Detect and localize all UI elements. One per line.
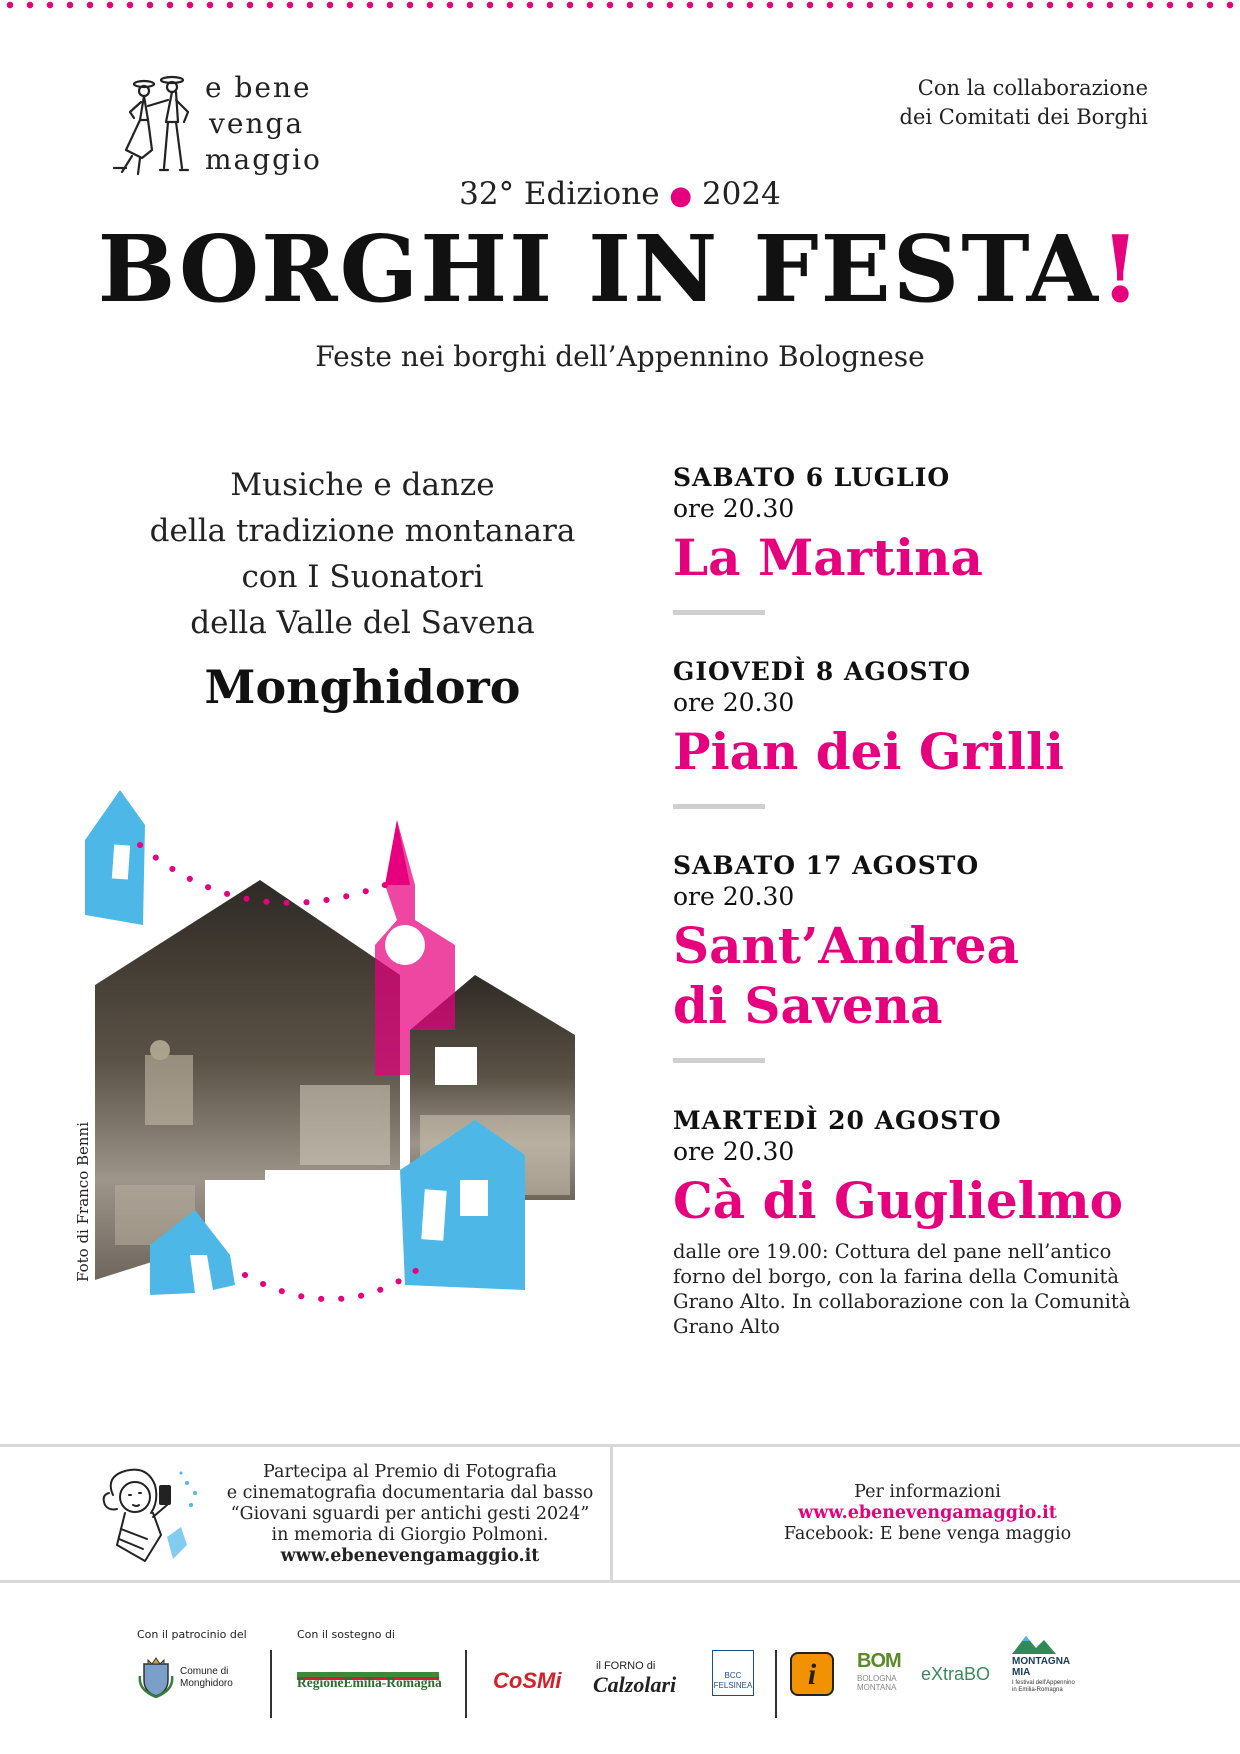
photo-credit: Foto di Franco Benni xyxy=(74,1121,92,1282)
edition-label: 32° Edizione xyxy=(459,176,660,212)
photo-cutout xyxy=(205,1180,265,1240)
contest-website-link[interactable]: www.ebenevengamaggio.it xyxy=(280,1546,540,1566)
bcc-line-1: BCC xyxy=(724,1671,742,1680)
event-separator xyxy=(673,1058,765,1063)
intro-line-4: della Valle del Savena xyxy=(190,605,535,641)
intro-line-1: Musiche e danze xyxy=(230,467,495,503)
event-location: La Martina xyxy=(673,528,983,587)
collaboration-line-1: Con la collaborazione xyxy=(917,76,1148,100)
contest-line-3: “Giovani sguardi per antichi gesti 2024” xyxy=(230,1504,590,1524)
event-time: ore 20.30 xyxy=(673,494,795,523)
logo-line-3: maggio xyxy=(205,143,322,176)
event-separator xyxy=(673,804,765,809)
extrabo-logo: eXtraBO xyxy=(921,1664,991,1684)
contest-line-4: in memoria di Giorgio Polmoni. xyxy=(271,1525,549,1545)
event-note-line-2: forno del borgo, con la farina della Comunità xyxy=(673,1265,1119,1288)
event-date: SABATO 17 AGOSTO xyxy=(673,851,980,880)
info-point-logo-icon: i xyxy=(790,1652,834,1696)
logo-wordmark xyxy=(205,70,322,178)
intro-place: Monghidoro xyxy=(204,660,521,714)
event-date: MARTEDÌ 20 AGOSTO xyxy=(673,1106,1002,1135)
logo-line-2: venga xyxy=(209,107,305,140)
event-time: ore 20.30 xyxy=(673,688,795,717)
sponsor-divider-3 xyxy=(775,1650,777,1718)
main-title-exclamation: ! xyxy=(1100,215,1143,323)
logo-line-1: e bene xyxy=(205,71,312,104)
dancers-logo-icon xyxy=(108,72,208,182)
event-date: SABATO 6 LUGLIO xyxy=(673,463,951,492)
cosmi-logo: CoSMi xyxy=(493,1668,562,1693)
house-top-left-window xyxy=(112,844,130,879)
event-location: Pian dei Grilli xyxy=(673,722,1064,781)
event-2 xyxy=(673,656,1183,809)
regione-emilia-romagna-logo: RegioneEmilia-Romagna xyxy=(297,1675,442,1690)
photographer-girl-icon xyxy=(95,1465,210,1570)
forno-calzolari-tagline: il FORNO di xyxy=(596,1660,656,1672)
photo-crowd xyxy=(300,1085,390,1165)
footer-top-divider xyxy=(0,1444,1240,1447)
event-location xyxy=(673,916,1183,1036)
subtitle: Feste nei borghi dell’Appennino Bolognese xyxy=(315,340,925,373)
bcc-felsinea-logo xyxy=(712,1650,754,1696)
phone-icon xyxy=(159,1485,171,1505)
church-spire xyxy=(385,820,410,885)
event-location: Cà di Guglielmo xyxy=(673,1171,1124,1230)
montagna-mia-logo xyxy=(1012,1656,1070,1678)
event-note xyxy=(673,1239,1183,1339)
top-dotted-border xyxy=(0,0,1240,10)
intro-description xyxy=(110,462,615,646)
event-time: ore 20.30 xyxy=(673,882,795,911)
comune-line-2: Monghidoro xyxy=(180,1678,233,1689)
edition-year: 2024 xyxy=(701,176,781,212)
event-location-line-2: di Savena xyxy=(673,976,943,1035)
church-clock-window xyxy=(385,925,425,965)
intro-line-3: con I Suonatori xyxy=(241,559,484,595)
edition-separator-dot: ● xyxy=(669,181,693,211)
village-illustration xyxy=(85,785,585,1355)
event-time: ore 20.30 xyxy=(673,1137,795,1166)
garland-bottom xyxy=(245,1260,430,1299)
photo-window xyxy=(145,1055,193,1125)
event-separator xyxy=(673,610,765,615)
event-note-line-1: dalle ore 19.00: Cottura del pane nell’antico xyxy=(673,1240,1112,1263)
event-1 xyxy=(673,462,1183,615)
event-date: GIOVEDÌ 8 AGOSTO xyxy=(673,657,971,686)
main-title-text: BORGHI IN FESTA xyxy=(97,215,1101,323)
footer-bottom-divider xyxy=(0,1580,1240,1583)
contact-info xyxy=(620,1482,1235,1545)
montagna-sub-line-2: in Emilia-Romagna xyxy=(1012,1687,1063,1693)
support-label: Con il sostegno di xyxy=(297,1628,395,1641)
edition-line xyxy=(0,176,1240,212)
info-label: Per informazioni xyxy=(854,1482,1001,1502)
footer-vertical-divider xyxy=(610,1447,613,1580)
info-website-link[interactable]: www.ebenevengamaggio.it xyxy=(798,1503,1057,1523)
info-facebook: Facebook: E bene venga maggio xyxy=(783,1524,1072,1544)
collaboration-note xyxy=(900,74,1148,132)
photo-lamp xyxy=(150,1040,170,1060)
montagna-mia-mountains-icon xyxy=(1012,1632,1056,1654)
sponsor-divider-2 xyxy=(465,1650,467,1718)
montagna-line-1: MONTAGNA xyxy=(1012,1656,1071,1667)
collaboration-line-2: dei Comitati dei Borghi xyxy=(899,105,1148,129)
event-3 xyxy=(673,850,1183,1063)
event-location-line-1: Sant’Andrea xyxy=(673,916,1020,975)
house-bottom-right-window-1 xyxy=(421,1189,446,1240)
church-window xyxy=(435,1047,477,1085)
event-note-line-3: Grano Alto. In collaborazione con la Comunità xyxy=(673,1290,1131,1313)
sponsor-divider-1 xyxy=(270,1650,272,1718)
patronage-label: Con il patrocinio del xyxy=(137,1628,247,1641)
bom-line-1: BOLOGNA xyxy=(857,1674,897,1683)
phone-light-icon xyxy=(167,1527,187,1559)
event-note-line-4: Grano Alto xyxy=(673,1315,780,1338)
montagna-line-2: MIA xyxy=(1012,1667,1031,1678)
event-4 xyxy=(673,1105,1183,1339)
bologna-montana-logo: BOM xyxy=(857,1650,901,1672)
bologna-montana-tagline xyxy=(857,1674,897,1692)
comune-crest-icon xyxy=(136,1656,176,1698)
montagna-sub-line-1: I festival dell'Appennino xyxy=(1012,1680,1075,1686)
bcc-line-2: FELSINEA xyxy=(713,1681,753,1690)
contest-line-1: Partecipa al Premio di Fotografia xyxy=(263,1462,557,1482)
bom-line-2: MONTANA xyxy=(857,1683,897,1692)
comune-line-1: Comune di xyxy=(180,1666,229,1677)
main-title xyxy=(0,215,1240,323)
intro-line-2: della tradizione montanara xyxy=(149,513,576,549)
montagna-mia-tagline xyxy=(1012,1680,1075,1694)
photo-contest-info xyxy=(210,1462,610,1567)
contest-line-2: e cinematografia documentaria dal basso xyxy=(226,1483,594,1503)
forno-calzolari-logo: Calzolari xyxy=(593,1672,677,1697)
house-bottom-right-window-2 xyxy=(460,1180,488,1216)
comune-monghidoro-logo xyxy=(180,1666,233,1690)
